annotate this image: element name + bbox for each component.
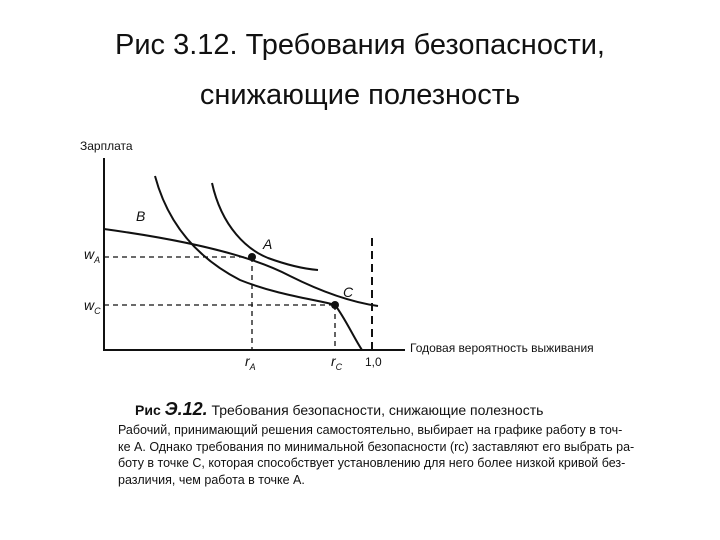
rc-label-sub: C <box>335 362 343 372</box>
point-a-marker <box>248 253 256 261</box>
slide-title-line-1: Рис 3.12. Требования безопасности, <box>115 29 605 61</box>
y-axis-label: Зарплата <box>80 139 133 153</box>
slide-title-line-2: снижающие полезность <box>199 79 521 111</box>
curve-b-label: B <box>136 208 146 224</box>
caption-title: Требования безопасности, снижающие полезность <box>211 402 544 418</box>
caption-prefix: Рис <box>135 402 161 418</box>
rc-label <box>331 353 343 372</box>
ra-label-sub: A <box>249 362 256 372</box>
ra-label <box>245 353 256 372</box>
caption-line-1: Рабочий, принимающий решения самостоятельно, выбирает на графике работу в точ- <box>118 423 623 437</box>
wa-label-sub: A <box>94 255 101 265</box>
point-a-label: A <box>263 236 273 252</box>
x-axis-label: Годовая вероятность выживания <box>410 341 594 355</box>
rc-label-main: r <box>331 353 336 369</box>
caption-line-2: ке А. Однако требования по минимальной безопасности (rc) заставляют его выбрать ра- <box>118 439 635 454</box>
wc-label <box>84 297 101 316</box>
caption-number: Э.12. <box>164 399 208 419</box>
ra-label-main: r <box>245 353 250 369</box>
point-c-label: C <box>343 284 354 300</box>
caption-line-4: различия, чем работа в точке А. <box>118 472 305 487</box>
wc-label-sub: C <box>94 306 101 316</box>
wa-label-main: w <box>84 246 95 262</box>
x-max-tick-label: 1,0 <box>365 355 382 369</box>
caption-body <box>118 422 663 488</box>
wc-label-main: w <box>84 297 95 313</box>
point-c-marker <box>331 301 339 309</box>
figure-caption <box>118 398 695 487</box>
indifference-curve-a <box>212 183 318 270</box>
caption-heading <box>135 398 695 421</box>
caption-line-3: боту в точке С, которая способствует установлению для него более низкой кривой без- <box>118 456 626 470</box>
wa-label <box>84 246 100 265</box>
